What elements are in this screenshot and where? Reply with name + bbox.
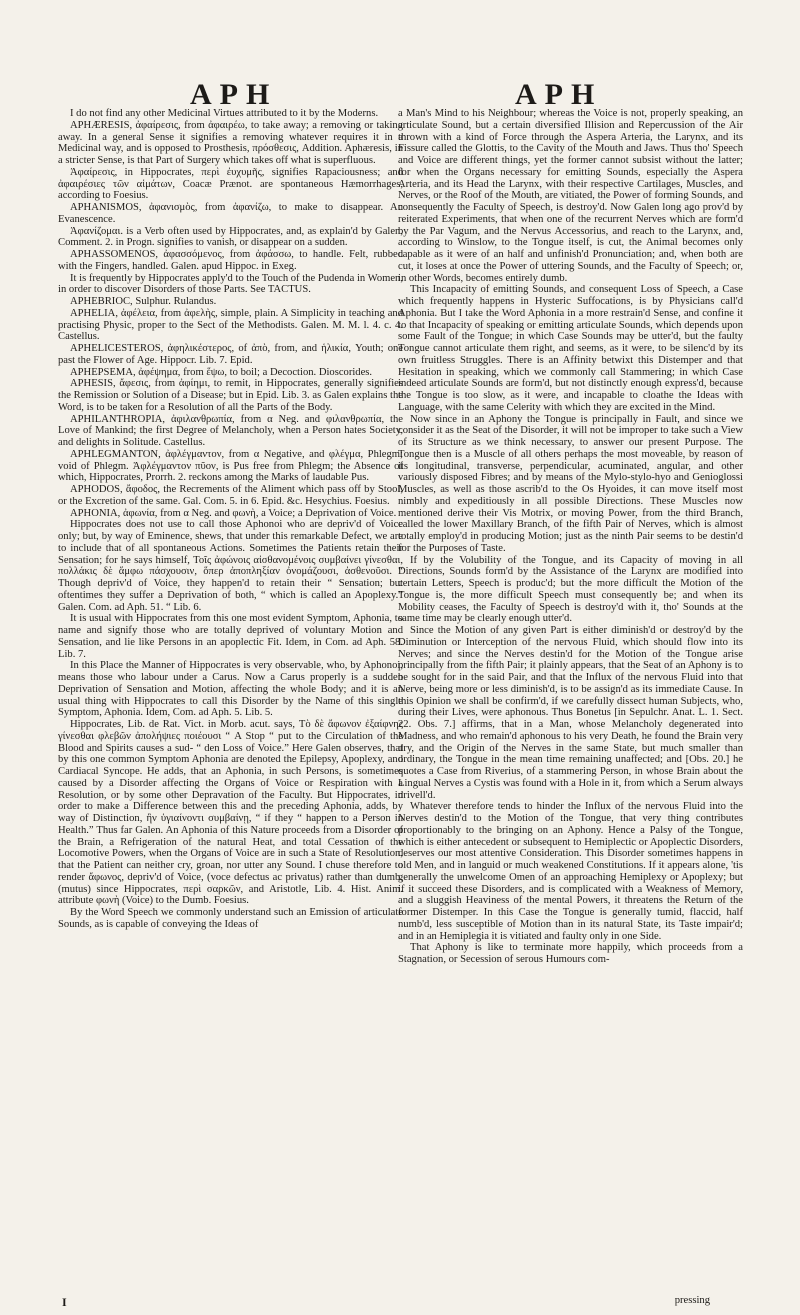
running-head-left: APH: [190, 78, 278, 111]
paragraph: Since the Motion of any given Part is either diminish'd or destroy'd by the Diminution or Interception of the nervous Fluid, which should flow into its Nerves; and since the Nerves destin'd for the Motion of the Tongue arise principally from the fifth Pair; it plainly appears, that the Seat of an Aphony is to be sought for in the said Pair, and that the Influx of the nervous Fluid into that Nerve, being more or less diminish'd, is to be assign'd as its immediate Cause. In this Opinion we shall be confirm'd, if we carefully dissect human Subjects, who, during their Lives, were aphonous. Thus Bonetus [in Sepulchr. Anat. L. 1. Sect. 22. Obs. 7.] affirms, that in a Man, whose Melancholy degenerated into Madness, and who remain'd aphonous to his very Death, he found the Brain very dry, and the Origin of the Nerves in the same State, but much smaller than ordinary, the Tongue in the mean time remaining unaffected; and [Obs. 20.] he quotes a Case from Riverius, of a stammering Person, in whose Brain about the Lingual Nerves a Cystis was found with a Hole in it, from which a Serum always drivell'd.: [398, 625, 743, 801]
paragraph: Hippocrates does not use to call those Aphonoi who are depriv'd of Voice only; but, by way of Eminence, shews, that under this remarkable Defect, we are to include that of all spontaneous Actions. Sometimes the Patients retain their Sensation; for he says himself, Τοῖς ἀφώνοις αἰσθανομένοις συμβαίνει γίνεσθαι, πολλάκις δὲ ἅμφω πάσχουσιν, ὅπερ ἀποπληξίαν ὀνομάζουσι, ἀσθενοῦσι. “ Though depriv'd of Voice, they happen'd to retain their “ Sensation; but oftentimes they suffer a Deprivation of both, “ which is called an Apoplexy.” Galen. Com. ad Aph. 51. “ Lib. 6.: [58, 519, 403, 613]
paragraph: That Aphony is like to terminate more happily, which proceeds from a Stagnation, or Secession of serous Humours com-: [398, 942, 743, 965]
paragraph: APHONIA, ἀφωνία, from α Neg. and φωνὴ, a Voice; a Deprivation of Voice.: [70, 507, 397, 519]
paragraph: APHEBRIOC, Sulphur. Rulandus.: [70, 296, 217, 307]
paragraph: APHILANTHROPIA, ἀφιλανθρωπία, from α Neg. and φιλανθρωπία, the Love of Mankind; the first Degree of Melancholy, when a Person hates Society, and delights in Solitude. Castellus.: [58, 413, 403, 448]
right-column: [398, 108, 743, 966]
paragraph: APHELIA, ἀφέλεια, from ἀφελὴς, simple, plain. A Simplicity in teaching and practising Physic, proper to the Sect of the Methodists. Galen. M. M. l. 4. c. 4. Castellus.: [58, 307, 403, 343]
paragraph: APHASSOMENOS, ἀφασσόμενος, from ἀφάσσω, to handle. Felt, rubbed with the Fingers, handled. Galen. apud Hippoc. in Exeg.: [58, 249, 403, 272]
paragraph: a Man's Mind to his Neighbour; whereas the Voice is not, properly speaking, an articulate Sound, but a certain diversified Illision and Repercussion of the Air thrown with a kind of Force through the Aspera Arteria, the Larynx, and its Fissure called the Glottis, to the Cavity of the Mouth and Jaws. Thus tho' Speech and Voice are different things, yet the former cannot subsist without the latter; for when the Organs necessary for emitting Sounds, especially the Aspera Arteria, and its Head the Larynx, with their respective Cartilages, Muscles, and Nerves, or the Roof of the Mouth, are vitiated, the Power of forming Sounds, and consequently the Faculty of Speech, is destroy'd. Now Galen long ago prov'd by reiterated Experiments, that when one of the recurrent Nerves which are form'd by the Par Vagum, and the Nervus Accessorius, and reach to the Larynx, and, according to Winslow, to the Tongue itself, is cut, the Animal becomes only capable as it were of an half and unfinish'd Pronunciation; and, when both are cut, it loses at once the Power of uttering Sounds, and the Faculty of Speech; or, in other Words, becomes entirely dumb.: [398, 108, 743, 284]
paragraph: APHANISMOS, ἀφανισμὸς, from ἀφανίζω, to make to disappear. An Evanescence.: [58, 202, 403, 225]
paragraph: Hippocrates, Lib. de Rat. Vict. in Morb. acut. says, Τὸ δὲ ἄφωνον ἐξαίφνης γίνεσθαι φλεβῶν ἀπολήψιες ποιέουσι “ A Stop “ put to the Circulation of the Blood and Spirits causes a sud- “ den Loss of Voice.” Here Galen observes, that by this one common Symptom Aphonia are denoted the Epilepsy, Apoplexy, and Cardiacal Syncope. He adds, that an Aphonia, in such Persons, is sometimes caused by a Disorder affecting the Organs of Voice or Respiration with a Resolution, or by some other Depravation of the Faculty. But Hippocrates, in order to make a Difference between this and the preceding Aphonia, adds, by way of Distinction, ἢν ὑγιαίνοντι συμβαίνῃ, “ if they “ happen to a Person in Health.” Thus far Galen. An Aphonia of this Nature proceeds from a Disorder of the Brain, a Refrigeration of the natural Heat, and total Cessation of the Locomotive Powers, when the Organs of Voice are in such a State of Resolution, that the Patient can neither cry, groan, nor utter any Sound. I chuse therefore to render ἄφωνος, depriv'd of Voice, (voce defectus ac privatus) rather than dumb, (mutus) since Hippocrates, περὶ σαρκῶν, and Aristotle, Lib. 4. Hist. Anim. attribute φωνὴ (Voice) to the Dumb. Foesius.: [58, 719, 403, 907]
paragraph: This Incapacity of emitting Sounds, and consequent Loss of Speech, a Case which frequently happens in Hysteric Suffocations, is by Physicians call'd Aphonia. But I take the Word Aphonia in a more restrain'd Sense, and confine it to that Incapacity of speaking or emitting articulate Sounds, which depends upon some Fault of the Tongue; in which Case Sounds may be utter'd, but the faulty Tongue cannot articulate them right, and seems, as it were, to be silenc'd by its own fruitless Struggles. There is an Affinity betwixt this Distemper and that Hesitation in speaking, which we commonly call Stammering; in which Case indeed articulate Sounds are form'd, but not distinctly enough express'd, because the Tongue is too slow, as it were, and incapable to cloathe the Ideas with Language, with the same Celerity with which they are excited in the Mind.: [398, 284, 743, 413]
paragraph: APHESIS, ἄφεσις, from ἀφίημι, to remit, in Hippocrates, generally signifies the Remission or Solution of a Disease; but in Epid. Lib. 3. as Galen explains the Word, is to be taken for a Resolution of all the Parts of the Body.: [58, 378, 403, 413]
running-head-right: APH: [515, 78, 603, 111]
paragraph: APHLEGMANTON, ἀφλέγμαντον, from α Negative, and φλέγμα, Phlegm; void of Phlegm. Ἀφλέγμαντον πῦον, is Pus free from Phlegm; the Absence of which, Hippocrates, Prorrh. 2. reckons among the Marks of laudable Pus.: [58, 448, 403, 484]
paragraph: It is usual with Hippocrates from this one most evident Symptom, Aphonia, to name and signify those who are totally deprived of voluntary Motion and Sensation, and lie like Persons in an apoplectic Fit. Idem, in Com. ad Aph. 58. Lib. 7.: [58, 613, 403, 660]
paragraph: APHELICESTEROS, ἀφηλικέστερος, of ἀπὸ, from, and ἡλικία, Youth; one past the Flower of Age. Hippocr. Lib. 7. Epid.: [58, 343, 403, 366]
paragraph: APHÆRESIS, ἀφαίρεσις, from ἀφαιρέω, to take away; a removing or taking away. In a general Sense it signifies a removing whatever requires it in a Medicinal way, and is opposed to Prosthesis, πρόσθεσις, Addition. Aphæresis, in a stricter Sense, is that Part of Surgery which takes off what is superfluous.: [58, 119, 403, 166]
paragraph: It is frequently by Hippocrates apply'd to the Touch of the Pudenda in Women, in order to discover Disorders of those Parts. See TACTUS.: [58, 272, 403, 296]
paragraph: APHODOS, ἄφοδος, the Recrements of the Aliment which pass off by Stool, or the Excretion of the same. Gal. Com. 5. in 6. Epid. &c. Hesychius. Foesius.: [58, 484, 403, 507]
paragraph: In this Place the Manner of Hippocrates is very observable, who, by Aphonoi, means those who labour under a Carus. Now a Carus properly is a sudden Deprivation of Sensation and Motion, affecting the whole Body; and it is an usual thing with Hippocrates to call this Disorder by the Name of this single Symptom, Aphonia. Idem, Com. ad Aph. 5. Lib. 5.: [58, 660, 403, 719]
paragraph: I do not find any other Medicinal Virtues attributed to it by the Moderns.: [70, 108, 379, 119]
paragraph: By the Word Speech we commonly understand such an Emission of articulate Sounds, as is capable of conveying the Ideas of: [58, 907, 403, 930]
paragraph: If by the Volubility of the Tongue, and its Capacity of moving in all Directions, Sounds form'd by the Assistance of the Larynx are modified into certain Letters, Speech is produc'd; but the more difficult the Motion of the Tongue is, the more difficult Speech must consequently be; and when its Mobility ceases, the Faculty of Speech is destroy'd with it, tho' Sounds at the same time may be clearly enough utter'd.: [398, 554, 743, 625]
signature-mark: I: [62, 1295, 67, 1309]
paragraph: Whatever therefore tends to hinder the Influx of the nervous Fluid into the Nerves destin'd to the Motion of the Tongue, that very thing contributes proportionably to the bringing on an Aphony. Hence a Palsy of the Tongue, which is either antecedent or subsequent to Hemiplectic or Apoplectic Disorders, deserves our most attentive Consideration. This Disorder sometimes happens in old Men, and in languid or much weakened Constitutions. If it appears alone, 'tis generally the unwelcome Omen of an approaching Hemiplexy or Apoplexy; but if it succeed these Disorders, and is complicated with a Weakness of Memory, and a sluggish Heaviness of the mental Powers, it threatens the Return of the former Distemper. In this Case the Tongue is generally tumid, flaccid, half numb'd, less susceptible of Motion than in its natural State, its Taste impair'd; and in an Hemiplegia it is vitiated and faulty only in one Side.: [398, 801, 743, 942]
left-column: [58, 108, 403, 931]
paragraph: Now since in an Aphony the Tongue is principally in Fault, and since we consider it as the Seat of the Disorder, it will not be improper to take such a View of its Structure as we think necessary, to answer our present Purpose. The Tongue then is a Muscle of all others perhaps the most moveable, by reason of its longitudinal, transverse, perpendicular, acuminated, angular, and other variously disposed Fibres; and by means of the Mylo-stylo-hyo and Genioglossi Muscles, as well as those ascrib'd to the Os Hyoides, it can move itself most nimbly and expeditiously in all possible Directions. These Muscles now mentioned derive their Vis Motrix, or moving Power, from the third Branch, called the lower Maxillary Branch, of the fifth Pair of Nerves, which is almost totally employ'd in producing Motion; just as the ninth Pair seems to be destin'd for the Purposes of Taste.: [398, 413, 743, 554]
paragraph: Ἀφανίζομαι. is a Verb often used by Hippocrates, and, as explain'd by Galen, Comment. 2. in Progn. signifies to vanish, or disappear on a sudden.: [58, 225, 403, 249]
paragraph: Ἀφαίρεσις, in Hippocrates, περὶ ἐυχυμῆς, signifies Rapaciousness; and ἀφαιρέσιες τῶν αἱμάτων, Coacæ Prænot. are spontaneous Hæmorrhages, according to Foesius.: [58, 166, 403, 202]
paragraph: APHEPSEMA, ἀφέψημα, from ἕψω, to boil; a Decoction. Dioscorides.: [70, 366, 373, 378]
catchword: pressing: [674, 1295, 710, 1306]
